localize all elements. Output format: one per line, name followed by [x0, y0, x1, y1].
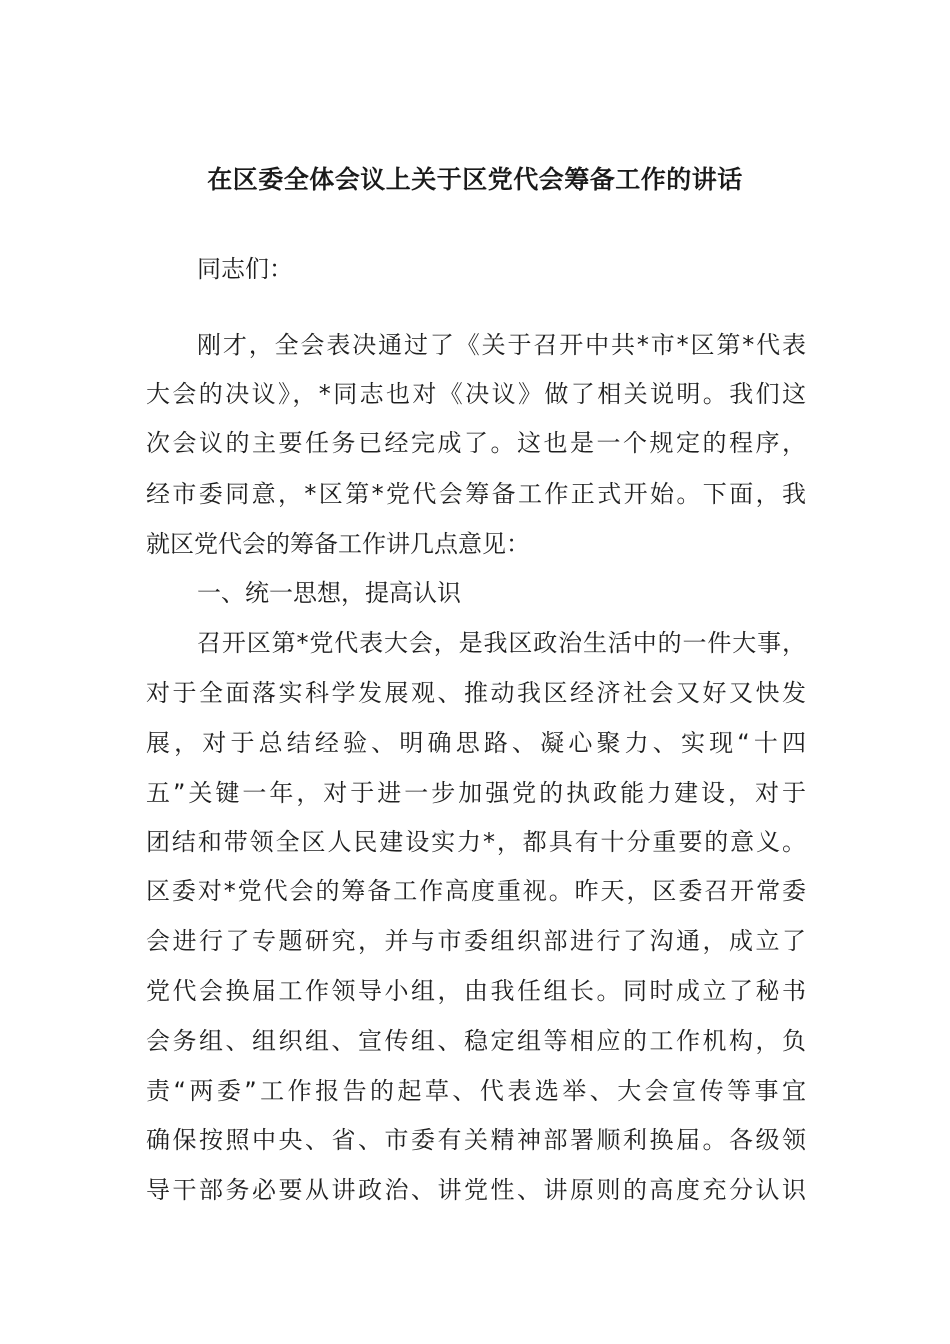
paragraph-line: 区委对*党代会的筹备工作高度重视。昨天，区委召开常委 [146, 877, 806, 905]
paragraph-line: 展，对于总结经验、明确思路、凝心聚力、实现“十四 [146, 729, 806, 757]
paragraph-line: 团结和带领全区人民建设实力*，都具有十分重要的意义。 [146, 828, 806, 856]
section-heading: 一、统一思想，提高认识 [197, 579, 461, 607]
paragraph-line: 会务组、组织组、宣传组、稳定组等相应的工作机构，负 [146, 1027, 806, 1055]
paragraph-line: 大会的决议》，*同志也对《决议》做了相关说明。我们这 [146, 380, 806, 408]
paragraph-line: 同志们： [197, 255, 293, 283]
paragraph-line: 次会议的主要任务已经完成了。这也是一个规定的程序， [146, 429, 806, 457]
paragraph-line: 就区党代会的筹备工作讲几点意见： [146, 530, 530, 558]
paragraph-line: 经市委同意，*区第*党代会筹备工作正式开始。下面，我 [146, 480, 806, 508]
paragraph-line: 召开区第*党代表大会，是我区政治生活中的一件大事， [197, 629, 806, 657]
paragraph-line: 刚才，全会表决通过了《关于召开中共*市*区第*代表 [197, 331, 806, 359]
paragraph-line: 确保按照中央、省、市委有关精神部署顺利换届。各级领 [146, 1126, 806, 1154]
paragraph-line: 五”关键一年，对于进一步加强党的执政能力建设，对于 [146, 779, 806, 807]
paragraph-line: 党代会换届工作领导小组，由我任组长。同时成立了秘书 [146, 977, 806, 1005]
paragraph-line: 导干部务必要从讲政治、讲党性、讲原则的高度充分认识 [146, 1176, 806, 1204]
paragraph-line: 对于全面落实科学发展观、推动我区经济社会又好又快发 [146, 679, 806, 707]
paragraph-line: 会进行了专题研究，并与市委组织部进行了沟通，成立了 [146, 927, 806, 955]
paragraph-line: 责“两委”工作报告的起草、代表选举、大会宣传等事宜 [146, 1077, 806, 1105]
document-title: 在区委全体会议上关于区党代会筹备工作的讲话 [207, 165, 743, 194]
